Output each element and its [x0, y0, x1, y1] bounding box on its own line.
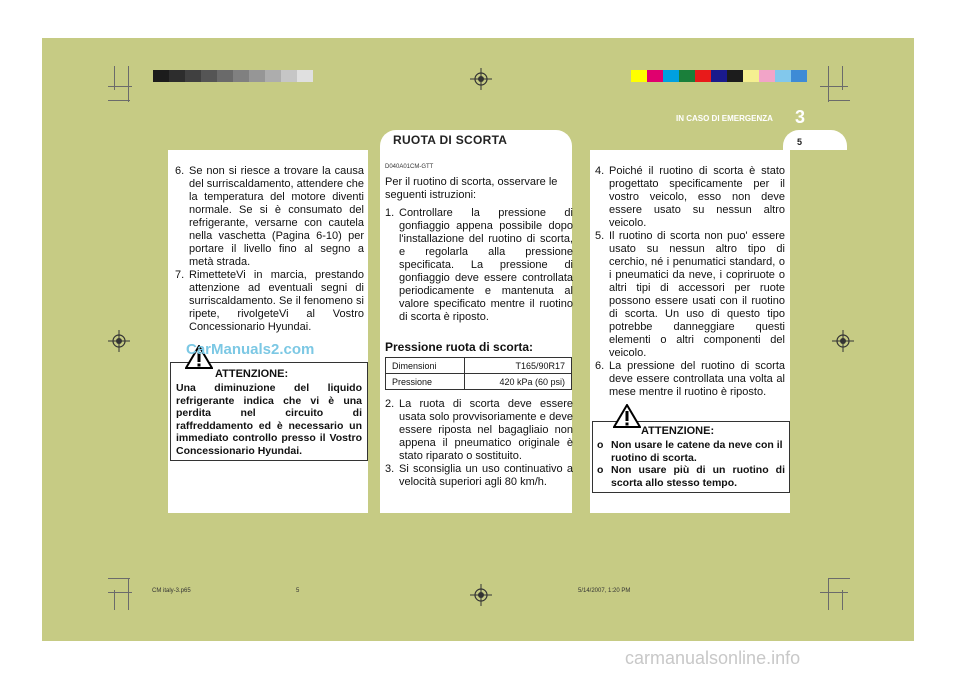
table-row	[386, 358, 572, 374]
subheading: Pressione ruota di scorta:	[385, 340, 534, 354]
crop-mark	[820, 86, 848, 87]
watermark: CarManuals2.com	[186, 341, 315, 358]
table-cell-value: 420 kPa (60 psi)	[464, 374, 571, 390]
middle-column-text-a	[385, 176, 573, 324]
color-swatch	[265, 70, 281, 82]
list-item: 2. La ruota di scorta deve essere usata solo provvisoriamente e deve essere riposta nel bagagliaio non appena il pneumatico originale è stato riparato o sostituito.	[385, 398, 573, 462]
crop-mark	[828, 100, 850, 101]
color-calibration-strip	[631, 70, 807, 82]
color-swatch	[631, 70, 647, 82]
color-swatch	[281, 70, 297, 82]
middle-column-text-b	[385, 398, 573, 489]
crop-mark	[820, 592, 848, 593]
crop-mark	[128, 66, 129, 102]
color-swatch	[727, 70, 743, 82]
warning-triangle-icon	[613, 404, 641, 428]
list-item: 6. Se non si riesce a trovare la causa del surriscaldamento, attendere che la temperatura del motore diventi normale. Se si è consumato del refrigerante, versarne con cautela nella vaschetta (Pagina 6-10) per portare il livello fino al segno a metà strada.	[175, 165, 364, 268]
color-swatch	[775, 70, 791, 82]
crop-mark	[828, 578, 850, 579]
color-swatch	[647, 70, 663, 82]
crop-mark	[842, 590, 843, 610]
right-column-text	[595, 165, 785, 399]
warning-box	[170, 362, 368, 461]
chapter-label: IN CASO DI EMERGENZA	[676, 114, 773, 123]
table-row	[386, 374, 572, 390]
list-item: 4. Poiché il ruotino di scorta è stato progettato specificamente per il vostro veicolo, esso non deve essere usato su nessun altro veicolo.	[595, 165, 785, 229]
warning-box	[592, 421, 790, 493]
crop-mark	[114, 590, 115, 610]
color-swatch	[297, 70, 313, 82]
color-swatch	[695, 70, 711, 82]
color-swatch	[217, 70, 233, 82]
color-swatch	[249, 70, 265, 82]
footer-page: 5	[296, 588, 300, 594]
crop-mark	[842, 66, 843, 90]
color-swatch	[743, 70, 759, 82]
list-item: 7. RimetteteVi in marcia, prestando attenzione ad eventuali segni di surriscaldamento. Se il fenomeno si ripete, rivolgeteVi al Vostro Concessionario Hyundai.	[175, 269, 364, 333]
table-cell-label: Dimensioni	[386, 358, 465, 374]
warning-bullet: o Non usare più di un ruotino di scorta allo stesso tempo.	[597, 464, 785, 489]
crop-mark	[108, 592, 132, 593]
left-column-text	[175, 165, 364, 334]
crop-mark	[128, 578, 129, 610]
table-cell-label: Pressione	[386, 374, 465, 390]
warning-title: ATTENZIONE:	[641, 425, 715, 437]
footer-file: CM italy-3.p65	[152, 588, 191, 594]
bottom-watermark: carmanualsonline.info	[625, 648, 801, 668]
color-swatch	[233, 70, 249, 82]
spec-table	[385, 357, 572, 390]
color-swatch	[185, 70, 201, 82]
color-swatch	[663, 70, 679, 82]
crop-mark	[828, 66, 829, 102]
warning-list	[597, 439, 785, 489]
crop-mark	[108, 100, 130, 101]
warning-bullet: o Non usare le catene da neve con il ruotino di scorta.	[597, 439, 783, 464]
color-swatch	[201, 70, 217, 82]
chapter-number: 3	[795, 107, 806, 127]
intro-text: Per il ruotino di scorta, osservare le seguenti istruzioni:	[385, 176, 558, 201]
color-swatch	[169, 70, 185, 82]
color-swatch	[679, 70, 695, 82]
crop-mark	[108, 578, 130, 579]
registration-mark-icon	[470, 584, 492, 606]
warning-text: Una diminuzione del liquido refrigerante indica che vi è una perdita nel circuito di raffreddamento ed è necessario un immediato controllo presso il Vostro Concessionario Hyundai.	[176, 382, 362, 457]
color-swatch	[711, 70, 727, 82]
color-swatch	[153, 70, 169, 82]
table-cell-value: T165/90R17	[464, 358, 571, 374]
crop-mark	[114, 66, 115, 90]
section-title: RUOTA DI SCORTA	[393, 133, 508, 147]
list-item: 3. Si sconsiglia un uso continuativo a velocità superiori agli 80 km/h.	[385, 463, 573, 488]
crop-mark	[828, 578, 829, 610]
color-swatch	[759, 70, 775, 82]
page-number: 5	[797, 137, 803, 147]
registration-mark-icon	[108, 330, 130, 352]
crop-mark	[108, 86, 132, 87]
footer-date: 5/14/2007, 1:20 PM	[578, 588, 631, 594]
registration-mark-icon	[470, 68, 492, 90]
section-code: D040A01CM-GTT	[385, 164, 434, 170]
color-swatch	[791, 70, 807, 82]
registration-mark-icon	[832, 330, 854, 352]
list-item: 5. Il ruotino di scorta non puo' essere usato su nessun altro tipo di cerchio, né i penumatici standard, o i pneumatici da neve, i copriruote o altri tipi di accessori per ruote possono essere usati con il ruotino di scorta. Un uso di questo tipo potrebbe danneggiare questi elementi o altri componenti del veicolo.	[595, 230, 785, 359]
list-item: 1. Controllare la pressione di gonfiaggio appena possibile dopo l'installazione del ruotino di scorta, e regolarla alla pressione specificata. La pressione di gonfiaggio deve essere controllata periodicamente e mantenuta al valore specificato mentre il ruotino di scorta è riposto.	[385, 207, 573, 323]
page-number-tab	[783, 130, 847, 150]
list-item: 6. La pressione del ruotino di scorta deve essere controllata una volta al mese mentre il ruotino è riposto.	[595, 360, 785, 398]
warning-title: ATTENZIONE:	[215, 368, 289, 380]
gray-calibration-strip	[153, 70, 313, 82]
